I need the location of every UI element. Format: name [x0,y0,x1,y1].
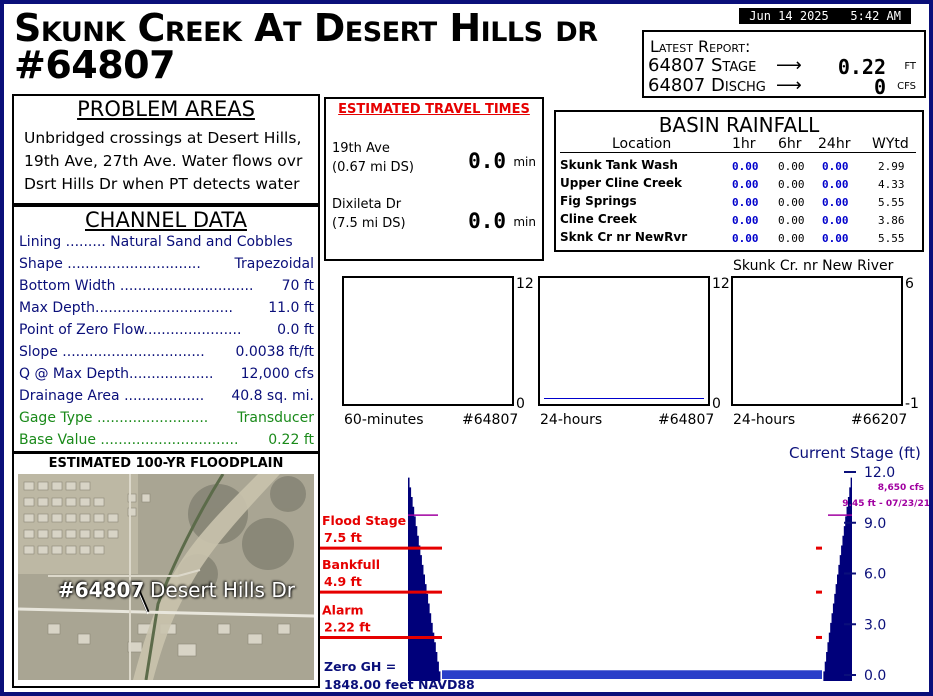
channel-data-label: Max Depth............................... [19,300,233,316]
flood-stage-value: 7.5 ft [324,530,362,546]
stage-tick-label: 3.0 [864,617,887,634]
channel-data-label: Lining ......... Natural Sand and Cobbles [19,234,293,250]
rain-wytd: 4.33 [878,178,905,191]
channel-data-value: 0.0038 ft/ft [235,344,314,360]
stage-tick-label: 9.0 [864,515,887,532]
hydrograph-chart [731,276,903,406]
rain-24hr: 0.00 [822,196,849,209]
zero-gage-value: 1848.00 feet NAVD88 [324,677,475,692]
travel-time-unit: min [513,215,536,229]
rain-24hr: 0.00 [822,232,849,245]
y-axis-max-label: 12 [516,276,534,292]
stage-id: 64807 [648,55,706,76]
basin-rainfall-panel [554,110,924,252]
basin-location: Skunk Tank Wash [560,158,678,172]
discharge-value: 0 [873,75,886,99]
channel-data-heading: CHANNEL DATA [85,208,247,232]
chart-station-label: #66207 [851,412,908,428]
travel-times-heading: ESTIMATED TRAVEL TIMES [338,102,530,117]
channel-data-label: Slope ................................ [19,344,205,360]
basin-location: Upper Cline Creek [560,176,683,190]
problem-areas-text: Unbridged crossings at Desert Hills, 19th Ave, 27th Ave. Water flows ovr Dsrt Hills Dr when PT detects water [24,129,303,193]
aerial-map-graphic [18,474,314,680]
discharge-id: 64807 [648,75,706,96]
channel-data-row [19,432,314,452]
channel-data-value: 0.0 ft [277,322,314,338]
chart-station-label: #64807 [658,412,715,428]
col-wytd: WYtd [872,136,909,152]
latest-report-heading: Latest Report: [650,37,751,56]
rain-1hr: 0.00 [732,196,759,209]
y-axis-min-label: 0 [712,396,721,412]
stage-tick-label: 12.0 [864,465,896,481]
travel-item-dixileta-dr [332,195,406,233]
alarm-value: 2.22 ft [324,619,371,635]
rain-wytd: 3.86 [878,214,905,227]
current-water-level [442,670,822,679]
stage-tick-label: 6.0 [864,566,887,583]
channel-data-row [19,344,314,364]
channel-data-label: Bottom Width .............................. [19,278,254,294]
hydrograph-chart [342,276,514,406]
y-axis-min-label: -1 [905,396,919,412]
channel-data-value: 70 ft [281,278,314,294]
flood-stage-label: Flood Stage [322,513,407,529]
rain-6hr: 0.00 [778,196,805,209]
floodplain-panel [12,452,320,688]
channel-data-label: Drainage Area .................. [19,388,205,404]
travel-distance: (0.67 mi DS) [332,160,414,175]
discharge-unit: CFS [897,81,916,92]
stage-trace-line [544,398,704,399]
floodplain-overlay-id: #64807 [58,578,145,602]
arrow-icon: ⟶ [776,55,802,76]
basin-rainfall-heading: BASIN RAINFALL [658,113,820,137]
stage-label: Stage [711,55,757,76]
rain-1hr: 0.00 [732,232,759,245]
travel-time-value: 0.0 [468,209,506,233]
channel-data-panel [12,205,320,453]
channel-data-value: Trapezoidal [234,256,314,272]
channel-data-label: Q @ Max Depth................... [19,366,214,382]
floodplain-overlay-road: Desert Hills Dr [150,578,295,602]
hydrograph-chart [538,276,710,406]
chart-period-label: 24-hours [733,412,796,428]
channel-data-row [19,322,314,342]
left-channel-bank [408,468,442,681]
y-axis-max-label: 6 [905,276,914,292]
basin-rainfall-row [560,158,920,176]
rain-24hr: 0.00 [822,178,849,191]
channel-data-row [19,234,314,254]
travel-distance: (7.5 mi DS) [332,216,406,231]
basin-rainfall-row [560,230,920,248]
stage-value: 0.22 [837,55,886,79]
header-divider [560,152,916,153]
bankfull-label: Bankfull [322,557,381,573]
channel-data-row [19,366,314,386]
report-datetime: Jun 14 2025 5:42 AM [739,8,911,24]
channel-data-label: Gage Type ......................... [19,410,209,426]
record-discharge-label: 8,650 cfs [877,483,924,493]
chart-period-label: 60-minutes [344,412,424,428]
channel-data-value: 12,000 cfs [240,366,314,382]
rain-6hr: 0.00 [778,178,805,191]
rain-wytd: 5.55 [878,196,905,209]
rain-1hr: 0.00 [732,178,759,191]
discharge-row [648,75,920,97]
channel-data-value: 11.0 ft [268,300,314,316]
travel-place: Dixileta Dr [332,197,402,212]
basin-rainfall-row [560,176,920,194]
record-stage-label: 9.45 ft - 07/23/21 [842,499,930,509]
basin-rainfall-row [560,212,920,230]
basin-rainfall-row [560,194,920,212]
rain-1hr: 0.00 [732,160,759,173]
chart-title: Skunk Cr. nr New River [733,258,894,274]
y-axis-max-label: 12 [712,276,730,292]
alarm-label: Alarm [322,602,364,618]
travel-place: 19th Ave [332,141,390,156]
travel-times-panel [324,97,544,261]
chart-period-label: 24-hours [540,412,603,428]
channel-data-row [19,410,314,430]
col-location: Location [612,136,672,152]
channel-data-label: Point of Zero Flow...................... [19,322,242,338]
col-6hr: 6hr [778,136,802,152]
y-axis-min-label: 0 [516,396,525,412]
channel-data-row [19,300,314,320]
rain-wytd: 5.55 [878,232,905,245]
rain-wytd: 2.99 [878,160,905,173]
page-title: Skunk Creek At Desert Hills dr #64807 [14,6,598,87]
stage-axis-title: Current Stage (ft) [789,444,921,462]
rain-24hr: 0.00 [822,160,849,173]
basin-location: Fig Springs [560,194,637,208]
channel-data-label: Base Value ............................... [19,432,239,448]
rain-6hr: 0.00 [778,160,805,173]
channel-data-label: Shape .............................. [19,256,201,272]
bankfull-value: 4.9 ft [324,574,362,590]
discharge-label: Dischg [711,75,766,96]
col-24hr: 24hr [818,136,851,152]
problem-areas-heading: PROBLEM AREAS [77,97,255,121]
channel-data-row [19,388,314,408]
aerial-map-image [18,474,314,680]
stage-tick-label: 0.0 [864,668,887,684]
basin-location: Cline Creek [560,212,637,226]
rain-1hr: 0.00 [732,214,759,227]
rain-24hr: 0.00 [822,214,849,227]
zero-gage-label: Zero GH = [324,659,397,674]
travel-item-19th-ave [332,139,414,177]
basin-location: Sknk Cr nr NewRvr [560,230,688,244]
channel-data-row [19,278,314,298]
problem-areas-panel [12,94,320,205]
travel-time-value: 0.0 [468,149,506,173]
stage-gauge-graphic [316,444,933,696]
latest-report-panel [642,30,926,98]
arrow-icon: ⟶ [776,75,802,96]
channel-data-value: 40.8 sq. mi. [231,388,314,404]
stage-unit: FT [904,61,916,72]
chart-station-label: #64807 [462,412,519,428]
channel-data-value: 0.22 ft [268,432,314,448]
channel-data-value: Transducer [237,410,314,426]
rain-6hr: 0.00 [778,232,805,245]
floodplain-heading: ESTIMATED 100-YR FLOODPLAIN [48,456,284,471]
travel-time-unit: min [513,155,536,169]
col-1hr: 1hr [732,136,756,152]
stage-row [648,55,920,77]
channel-data-row [19,256,314,276]
rain-6hr: 0.00 [778,214,805,227]
